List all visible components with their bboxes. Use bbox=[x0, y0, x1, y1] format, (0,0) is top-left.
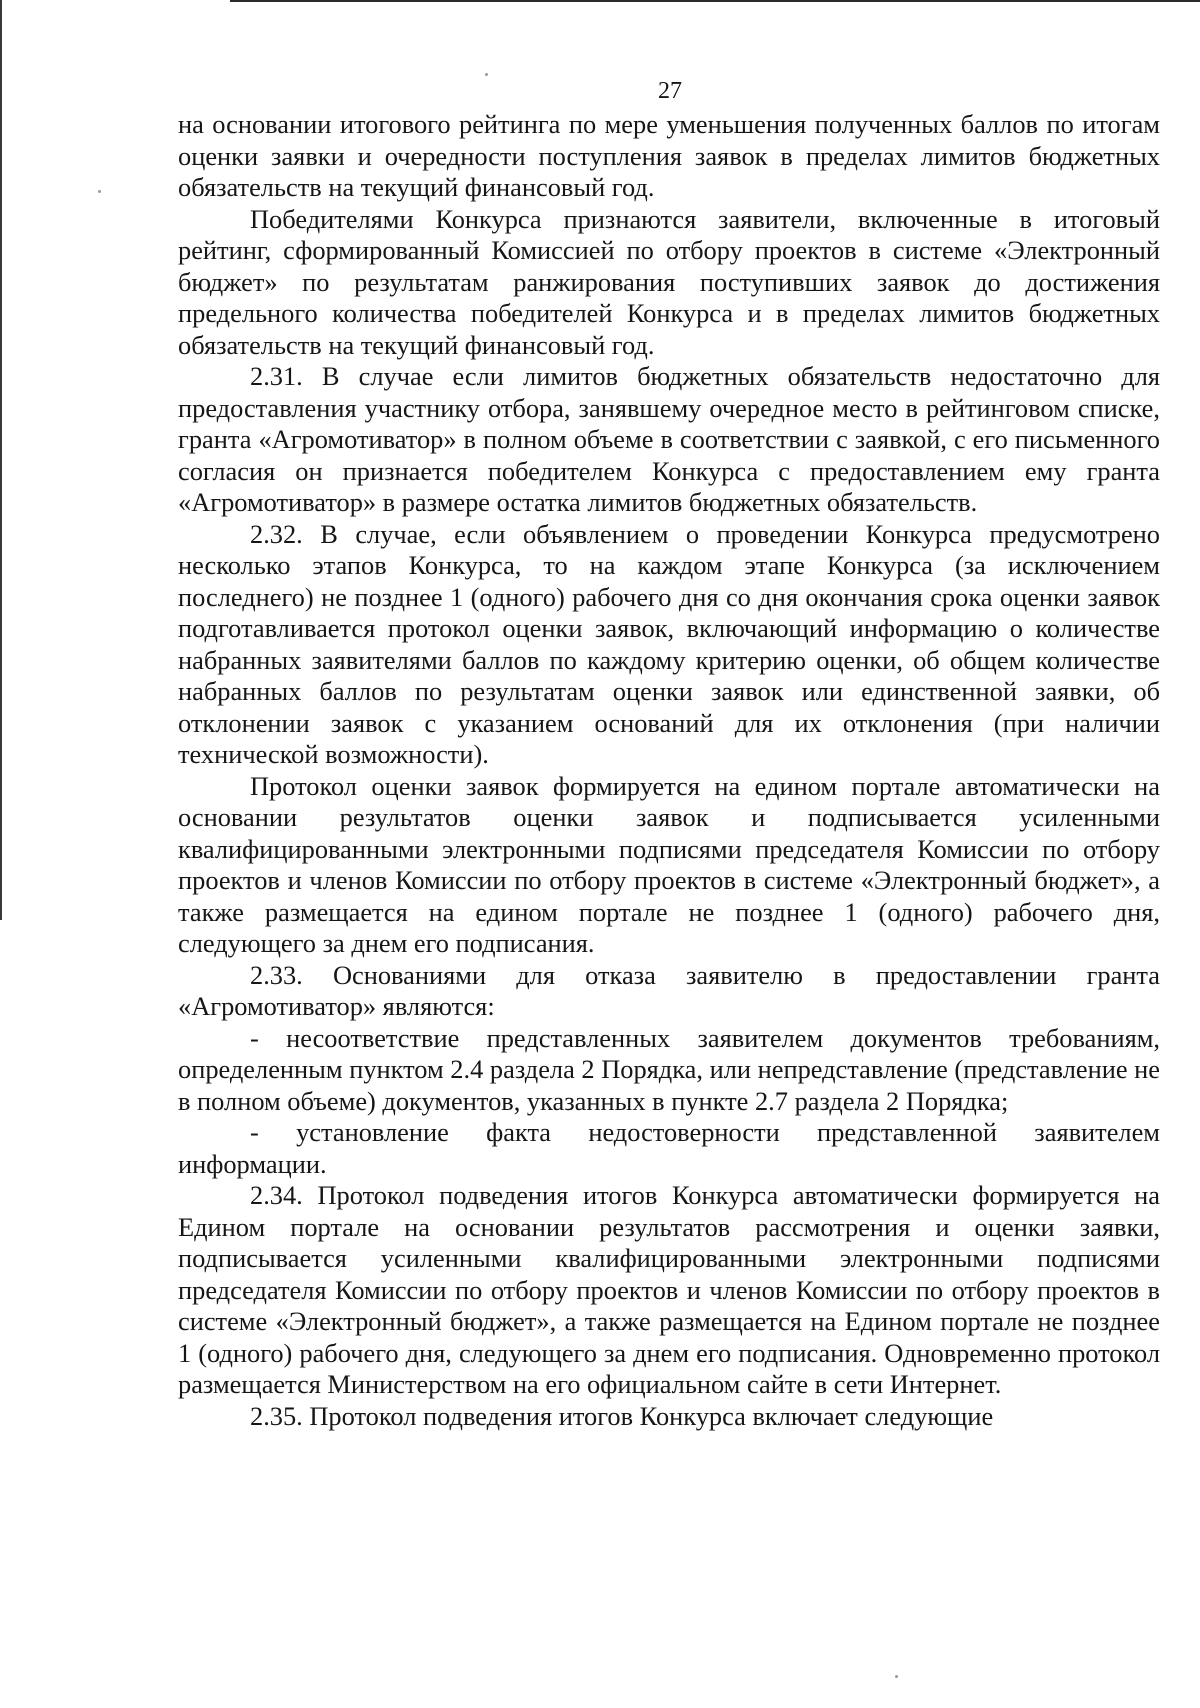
paragraph-clause-2-31: 2.31. В случае если лимитов бюджетных обязательств недостаточно для предоставления участнику отбора, занявшему очередное место в рейтинговом списке, гранта «Агромотиватор» в полном объеме в соответствии с заявкой, с его письменного согласия он признается победителем Конкурса с предоставлением ему гранта «Агромотиватор» в размере остатка лимитов бюджетных обязательств. bbox=[178, 361, 1160, 517]
paragraph-clause-2-33: 2.33. Основаниями для отказа заявителю в предоставлении гранта «Агромотиватор» являются: bbox=[178, 959, 1160, 1021]
scan-speck bbox=[895, 1675, 898, 1678]
scan-left-edge bbox=[0, 0, 2, 920]
paragraph-clause-2-35: 2.35. Протокол подведения итогов Конкурса включает следующие bbox=[250, 1400, 994, 1431]
paragraph-clause-2-34: 2.34. Протокол подведения итогов Конкурса автоматически формируется на Едином портале на основании результатов рассмотрения и оценки заявки, подписывается усиленными квалифицированными электронными подписями председателя Комиссии по отбору проектов и членов Комиссии по отбору проектов в системе «Электронный бюджет», а также размещается на Едином портале не позднее 1 (одного) рабочего дня, следующего за днем его подписания. Одновременно протокол размещается Министерством на его официальном сайте в сети Интернет. bbox=[178, 1180, 1160, 1399]
scan-speck bbox=[98, 190, 101, 193]
list-item: - несоответствие представленных заявителем документов требованиям, определенным пунктом 2.4 раздела 2 Порядка, или непредставление (представление не в полном объеме) документов, указанных в пункте 2.7 раздела 2 Порядка; bbox=[178, 1022, 1160, 1116]
document-body bbox=[178, 109, 1160, 1432]
scan-top-edge bbox=[230, 0, 1200, 2]
page-number: 27 bbox=[658, 78, 682, 104]
paragraph-clause-2-32: 2.32. В случае, если объявлением о проведении Конкурса предусмотрено несколько этапов Конкурса, то на каждом этапе Конкурса (за исключением последнего) не позднее 1 (одного) рабочего дня со дня окончания срока оценки заявок подготавливается протокол оценки заявок, включающий информацию о количестве набранных заявителями баллов по каждому критерию оценки, об общем количестве набранных баллов по результатам оценки заявок или единственной заявки, об отклонении заявок с указанием оснований для их отклонения (при наличии технической возможности). bbox=[178, 518, 1160, 769]
paragraph: Победителями Конкурса признаются заявители, включенные в итоговый рейтинг, сформированный Комиссией по отбору проектов в системе «Электронный бюджет» по результатам ранжирования поступивших заявок до достижения предельного количества победителей Конкурса и в пределах лимитов бюджетных обязательств на текущий финансовый год. bbox=[178, 203, 1160, 360]
paragraph: Протокол оценки заявок формируется на едином портале автоматически на основании результатов оценки заявок и подписывается усиленными квалифицированными электронными подписями председателя Комиссии по отбору проектов и членов Комиссии по отбору проектов в системе «Электронный бюджет», а также размещается на едином портале не позднее 1 (одного) рабочего дня, следующего за днем его подписания. bbox=[178, 770, 1160, 958]
list-item: - установление факта недостоверности представленной заявителем информации. bbox=[178, 1117, 1160, 1179]
paragraph: на основании итогового рейтинга по мере уменьшения полученных баллов по итогам оценки заявки и очередности поступления заявок в пределах лимитов бюджетных обязательств на текущий финансовый год. bbox=[178, 109, 1160, 202]
